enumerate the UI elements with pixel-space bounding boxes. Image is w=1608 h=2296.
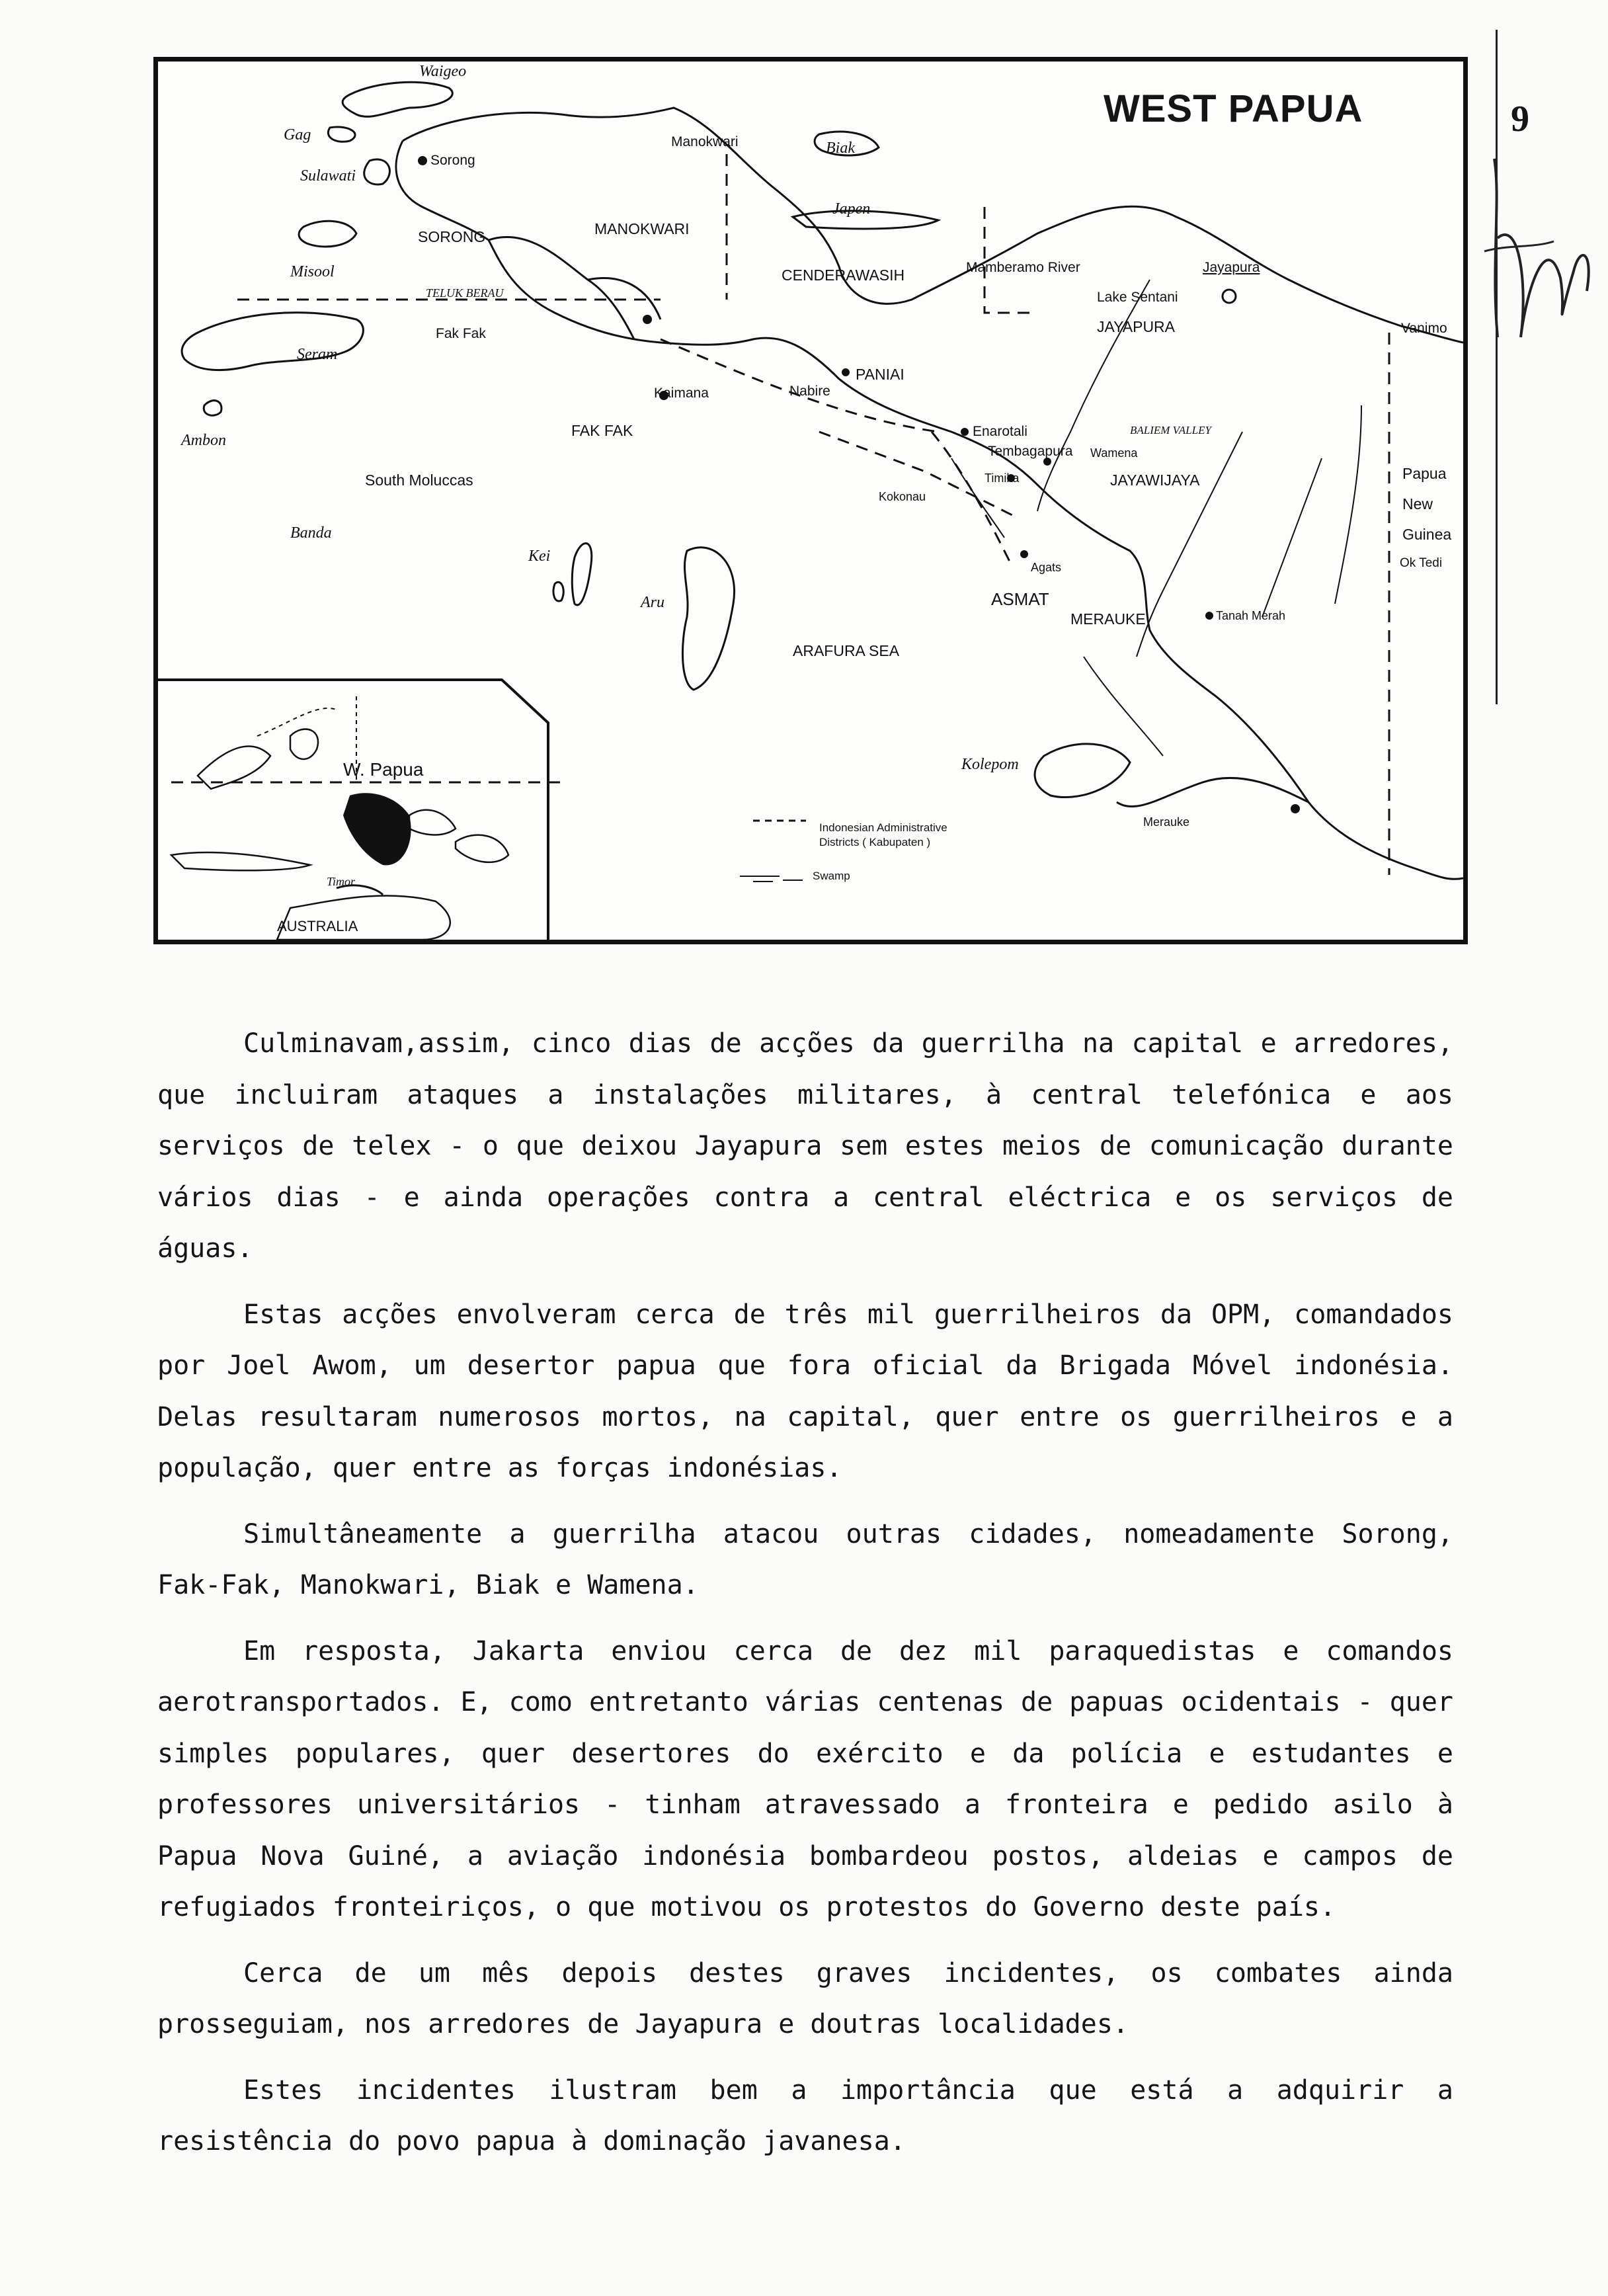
map-label: Japen [832, 200, 871, 218]
map-label: Aru [641, 594, 664, 611]
map-label: Banda [290, 524, 332, 542]
map-label: Nabire [789, 384, 830, 399]
map-label: Kokonau [879, 490, 926, 503]
inset-west-papua-shape [343, 793, 411, 865]
map-label: Tanah Merah [1216, 609, 1286, 622]
map-label: Waigeo [419, 63, 467, 80]
map-west-papua [153, 57, 1468, 944]
handwritten-signature [1481, 119, 1607, 403]
map-label: TELUK BERAU [426, 286, 504, 300]
map-label: Kei [528, 548, 551, 565]
paragraph: Simultâneamente a guerrilha atacou outras cidades, nomeadamente Sorong, Fak-Fak, Manokwari, Biak e Wamena. [157, 1518, 1453, 1600]
map-label: SORONG [418, 228, 486, 245]
island-misool [299, 221, 356, 247]
paragraph: Estes incidentes ilustram bem a importância que está a adquirir a resistência do povo papua à dominação javanesa. [157, 2074, 1453, 2156]
map-label: BALIEM VALLEY [1130, 424, 1211, 436]
legend-swamp: Swamp [813, 870, 850, 882]
legend-districts-line1: Indonesian Administrative [819, 821, 947, 834]
map-label: South Moluccas [365, 472, 473, 489]
map-label: MANOKWARI [594, 220, 690, 237]
map-label: Misool [290, 263, 335, 280]
map-label: Sulawati [300, 167, 356, 184]
map-label: Merauke [1143, 815, 1190, 829]
map-label: Jayapura [1203, 260, 1260, 275]
inset-label: W. Papua [343, 759, 424, 780]
map-legend [819, 821, 947, 850]
map-label: Manokwari [671, 134, 739, 149]
map-label: Timika [985, 472, 1020, 485]
map-label: Sorong [430, 153, 475, 168]
island-aru [682, 548, 734, 690]
paragraph: Culminavam,assim, cinco dias de acções da guerrilha na capital e arredores, que incluiram ataques a instalações militares, à central telefónica e aos serviços de telex - o que deixou Jayapura sem estes meios de comunicação durante vários dias - e ainda operações contra a central eléctrica e os serviços de águas. [157, 1028, 1453, 1264]
inset-label: Timor [327, 875, 356, 888]
paragraph: Cerca de um mês depois destes graves incidentes, os combates ainda prosseguiam, nos arredores de Jayapura e doutras localidades. [157, 1957, 1453, 2039]
swamp-legend-symbol [740, 876, 803, 882]
map-label: Ok Tedi [1400, 556, 1443, 570]
map-label: JAYAWIJAYA [1110, 472, 1200, 489]
map-label: Agats [1031, 561, 1062, 574]
island-waigeo [342, 82, 452, 116]
map-label: JAYAPURA [1097, 318, 1176, 335]
map-label: Biak [826, 140, 855, 157]
map-title: WEST PAPUA [1104, 87, 1363, 130]
paragraph: Estas acções envolveram cerca de três mil guerrilheiros da OPM, comandados por Joel Awom, um desertor papua que fora oficial da Brigada Móvel indonésia. Delas resultaram numerosos mortos, na capital, quer entre os guerrilheiros e a população, quer entre as forças indonésias. [157, 1299, 1453, 1483]
map-label: Ambon [181, 432, 226, 449]
legend-districts-line2: Districts ( Kabupaten ) [819, 836, 931, 848]
map-label: PANIAI [856, 366, 904, 383]
map-drawing [158, 62, 1463, 940]
map-label: Tembagapura [988, 444, 1073, 459]
map-label: Wamena [1090, 446, 1138, 460]
island-kolepom [1035, 744, 1130, 798]
inset-label: AUSTRALIA [277, 918, 358, 934]
map-label: Seram [297, 346, 338, 363]
map-label: CENDERAWASIH [782, 266, 905, 284]
map-label: ASMAT [991, 589, 1049, 609]
map-label: Mamberamo River [966, 260, 1080, 275]
map-label: Kolepom [961, 756, 1019, 773]
map-label: Enarotali [973, 424, 1027, 439]
map-label: MERAUKE [1070, 610, 1146, 628]
map-label: Papua New Guinea [1402, 465, 1452, 543]
map-label: Lake Sentani [1097, 290, 1178, 305]
body-text [157, 1018, 1453, 2182]
map-label: Fak Fak [436, 326, 486, 341]
map-label: FAK FAK [571, 422, 633, 439]
mainland-coastline [403, 108, 1463, 343]
island-kei [572, 544, 592, 605]
map-label: Kaimana [654, 386, 709, 401]
paragraph: Em resposta, Jakarta enviou cerca de dez mil paraquedistas e comandos aerotransportados. E, como entretanto várias centenas de papuas ocidentais - quer simples populares, quer desertores do exército e da polícia e estudantes e professores universitários - tinham atravessado a fronteira e pedido asilo à Papua Nova Guiné, a aviação indonésia bombardeou postos, aldeias e campos de refugiados fronteiriços, o que motivou os protestos do Governo deste país. [157, 1635, 1453, 1922]
page-number: 9 [1511, 99, 1529, 140]
inset-map [158, 680, 548, 940]
map-label: ARAFURA SEA [793, 642, 900, 659]
map-label: Gag [284, 126, 311, 144]
map-label: Vanimo [1401, 321, 1447, 336]
